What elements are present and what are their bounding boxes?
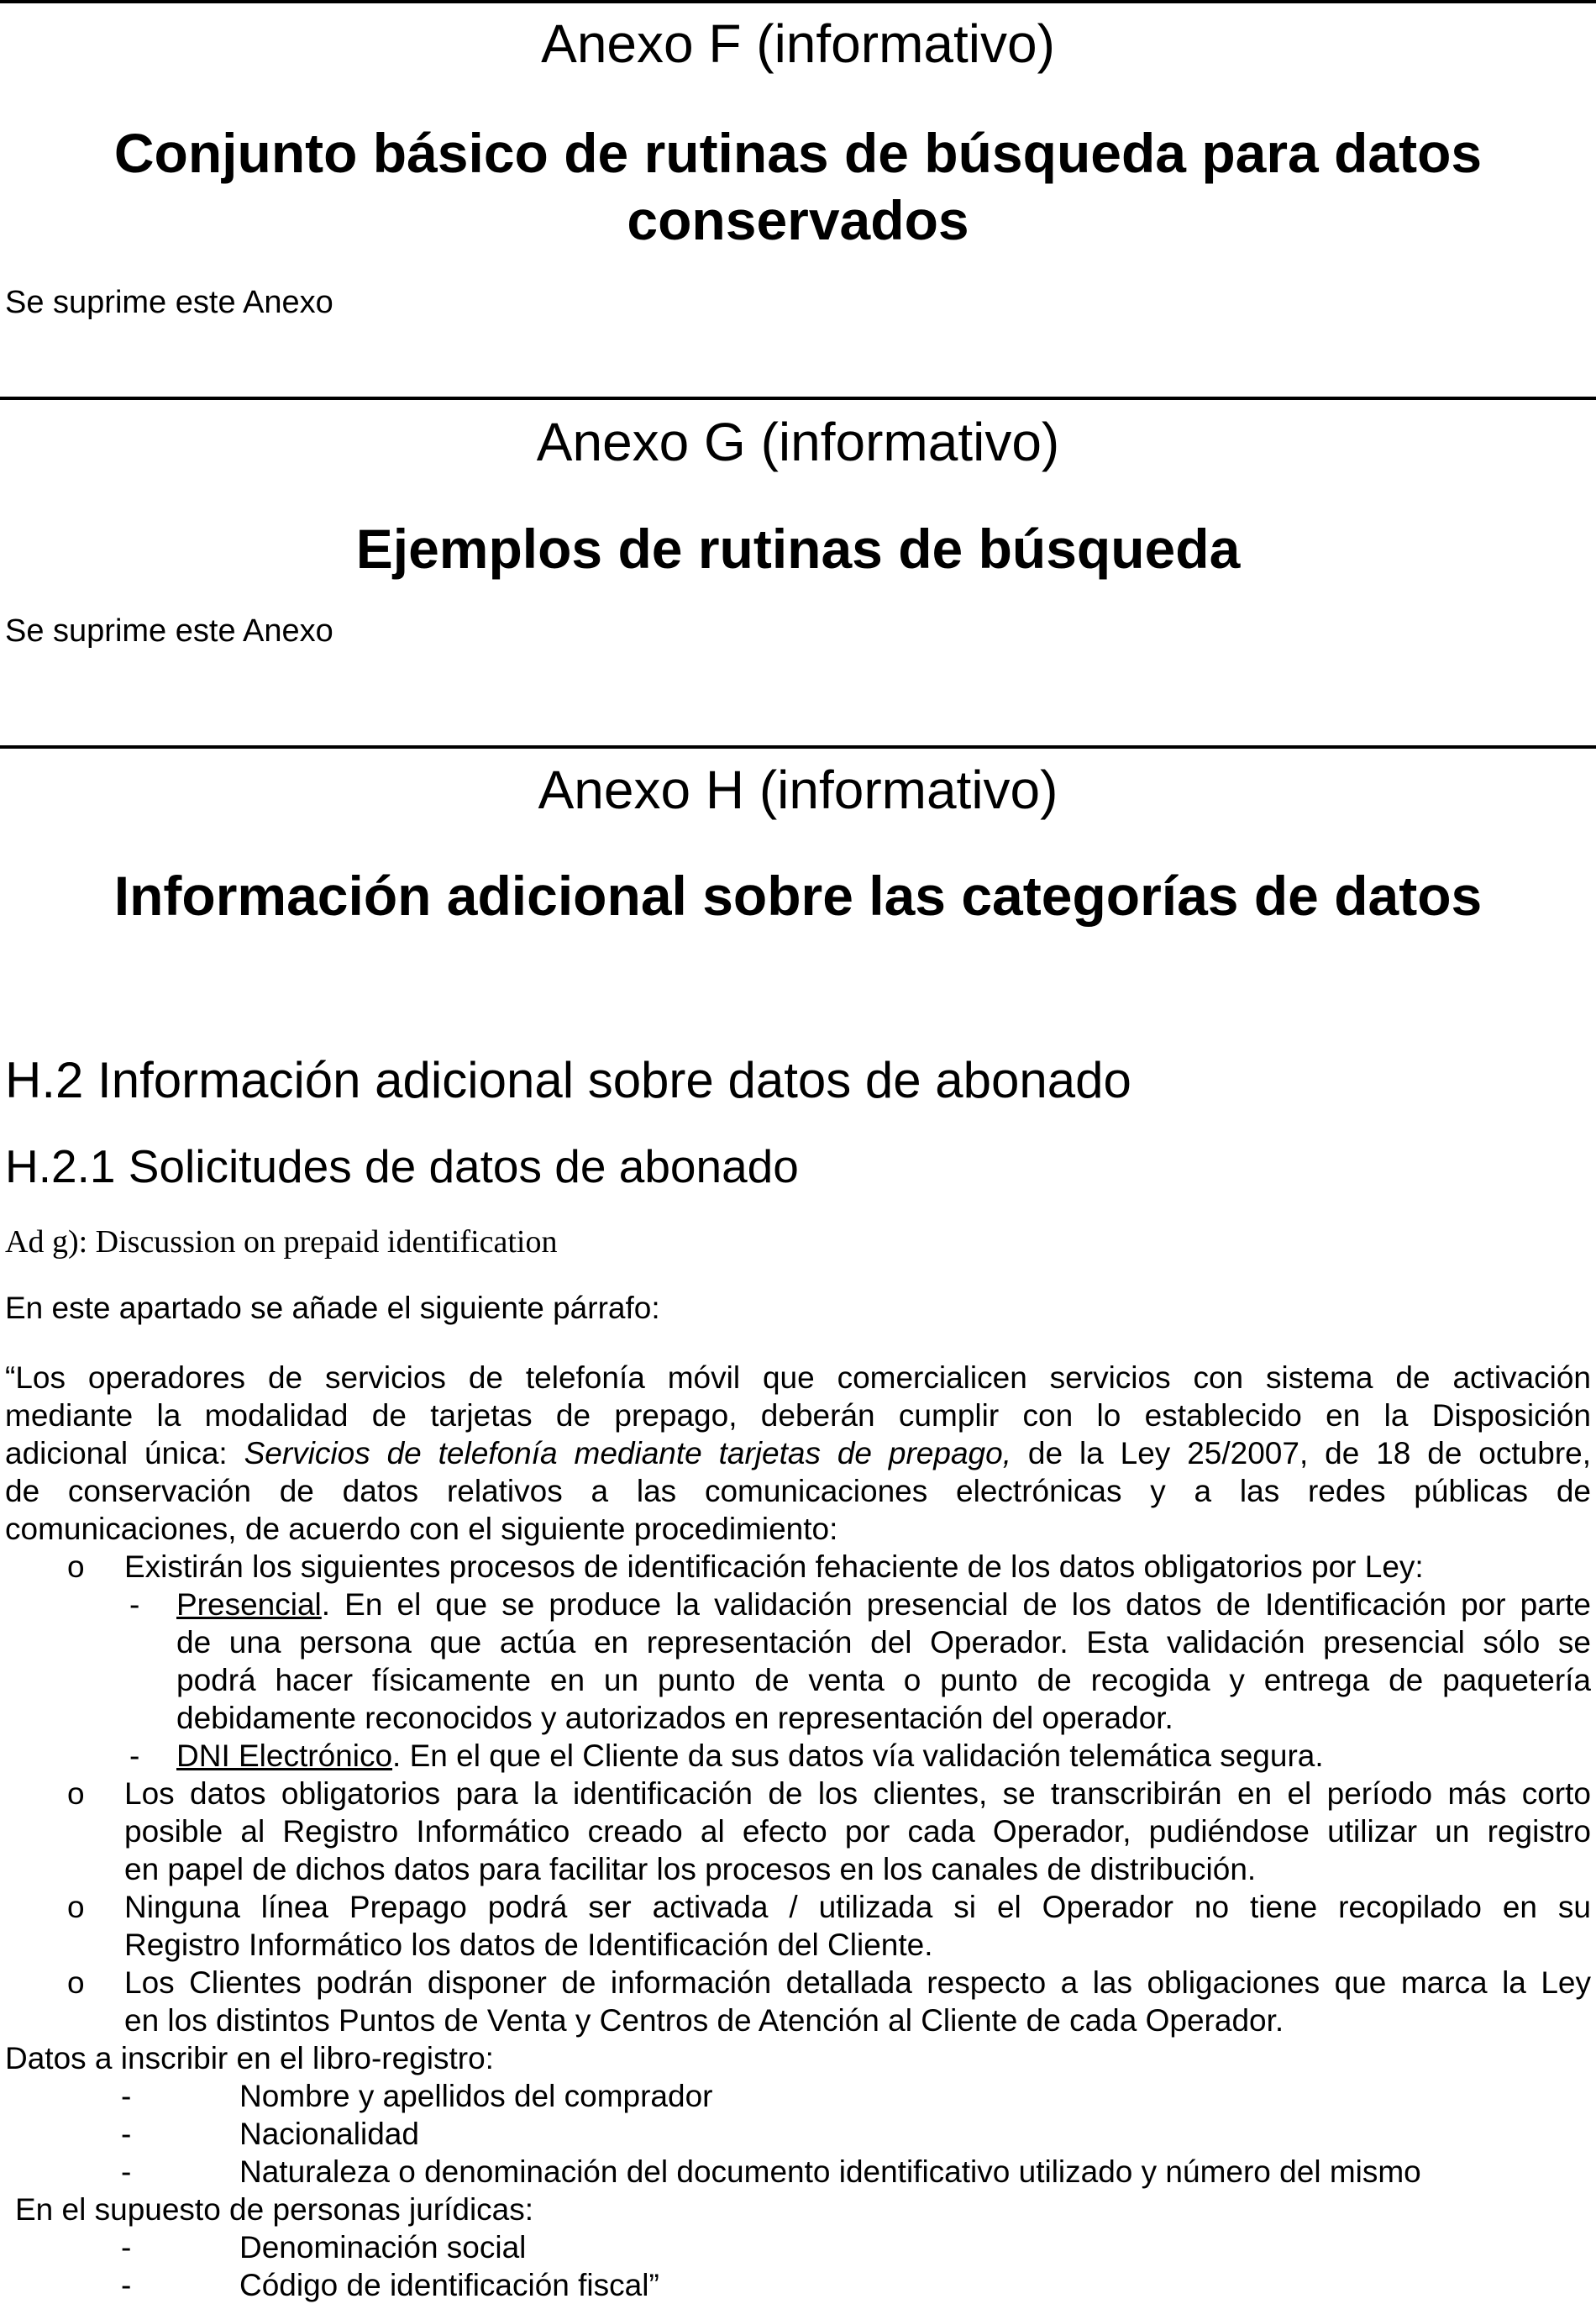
- bullet-marker: o: [67, 1776, 85, 1811]
- bullet-marker: o: [67, 1965, 85, 2000]
- top-rule: [0, 0, 1596, 3]
- registry-item-marker: -: [121, 2079, 132, 2113]
- annex-f-label: Anexo F (informativo): [541, 13, 1055, 74]
- bullet-marker: o: [67, 1549, 85, 1584]
- bullet-line: en los distintos Puntos de Venta y Centros de Atención al Cliente de cada Operador.: [124, 2003, 1284, 2038]
- bullet-marker: o: [67, 1890, 85, 1924]
- legal-item-marker: -: [121, 2230, 132, 2265]
- sub-bullet-line: debidamente reconocidos y autorizados en representación del operador.: [176, 1701, 1173, 1735]
- quote-line: “Los operadores de servicios de telefonía móvil que comercialicen servicios con sistema de activación: [5, 1360, 1591, 1395]
- registry-item-marker: -: [121, 2117, 132, 2151]
- sub-bullet-text: . En el que el Cliente da sus datos vía validación telemática segura.: [392, 1739, 1324, 1773]
- registry-item: Nacionalidad: [239, 2117, 419, 2151]
- section-rule: [0, 745, 1596, 749]
- sub-bullet-line: podrá hacer físicamente en un punto de venta o punto de recogida y entrega de paquetería: [176, 1663, 1591, 1697]
- annex-g-title: Ejemplos de rutinas de búsqueda: [355, 518, 1241, 580]
- sub-bullet-line: de una persona que actúa en representación del Operador. Esta validación presencial sólo se: [176, 1625, 1591, 1660]
- sub-bullet-line: [176, 1737, 1324, 1775]
- quote-italic-title: Servicios de telefonía mediante tarjetas de prepago,: [244, 1436, 1011, 1470]
- bullet-line: Registro Informático los datos de Identificación del Cliente.: [124, 1928, 933, 1962]
- sub-bullet-text: . En el que se produce la validación presencial de los datos de Identificación por parte: [321, 1587, 1591, 1622]
- bullet-line: Los Clientes podrán disponer de información detallada respecto a las obligaciones que marca la Ley: [124, 1965, 1591, 2000]
- sub-bullet-marker: -: [129, 1739, 140, 1773]
- quote-text: adicional única:: [5, 1436, 244, 1470]
- sub-bullet-line: [176, 1586, 1591, 1623]
- bullet-text: Existirán los siguientes procesos de identificación fehaciente de los datos obligatorios por Ley:: [124, 1549, 1424, 1584]
- legal-item: Código de identificación fiscal”: [239, 2268, 659, 2302]
- registry-item: Naturaleza o denominación del documento identificativo utilizado y número del mismo: [239, 2154, 1421, 2189]
- bullet-line: posible al Registro Informático creado al efecto por cada Operador, pudiéndose utilizar un registro: [124, 1814, 1591, 1849]
- dni-electronico-term: DNI Electrónico: [176, 1739, 393, 1773]
- section-heading-h21: H.2.1 Solicitudes de datos de abonado: [5, 1140, 799, 1192]
- bullet-line: Los datos obligatorios para la identificación de los clientes, se transcribirán en el período más corto: [124, 1776, 1591, 1811]
- annex-h-title: Información adicional sobre las categorías de datos: [113, 865, 1483, 927]
- quote-line: mediante la modalidad de tarjetas de prepago, deberán cumplir con lo establecido en la Disposición: [5, 1398, 1591, 1433]
- legal-persons-heading: En el supuesto de personas jurídicas:: [15, 2192, 534, 2227]
- registry-item: Nombre y apellidos del comprador: [239, 2079, 713, 2113]
- legal-item: Denominación social: [239, 2230, 527, 2265]
- quote-text: de la Ley 25/2007, de 18 de octubre,: [1011, 1436, 1591, 1470]
- annex-f-title-line2: conservados: [627, 189, 969, 251]
- annex-g-note: Se suprime este Anexo: [5, 613, 333, 649]
- annex-g-label: Anexo G (informativo): [536, 412, 1060, 472]
- legal-item-marker: -: [121, 2268, 132, 2302]
- section-heading-h2: H.2 Información adicional sobre datos de abonado: [5, 1052, 1131, 1108]
- registry-item-marker: -: [121, 2154, 132, 2189]
- presencial-term: Presencial: [176, 1587, 322, 1622]
- annex-f-note: Se suprime este Anexo: [5, 285, 333, 320]
- registry-heading: Datos a inscribir en el libro-registro:: [5, 2041, 494, 2075]
- bullet-line: Ninguna línea Prepago podrá ser activada / utilizada si el Operador no tiene recopilado en su: [124, 1890, 1591, 1924]
- annex-f-title-line1: Conjunto básico de rutinas de búsqueda para datos: [113, 122, 1483, 184]
- sub-bullet-marker: -: [129, 1587, 140, 1622]
- quote-line: [5, 1434, 1591, 1472]
- bullet-line: en papel de dichos datos para facilitar los procesos en los canales de distribución.: [124, 1852, 1257, 1886]
- annex-h-label: Anexo H (informativo): [538, 760, 1058, 820]
- ad-g-note: Ad g): Discussion on prepaid identification: [5, 1224, 558, 1260]
- intro-text: En este apartado se añade el siguiente párrafo:: [5, 1291, 660, 1325]
- section-rule: [0, 397, 1596, 400]
- quote-line: de conservación de datos relativos a las comunicaciones electrónicas y a las redes públicas de: [5, 1474, 1591, 1508]
- quote-line: comunicaciones, de acuerdo con el siguiente procedimiento:: [5, 1512, 838, 1546]
